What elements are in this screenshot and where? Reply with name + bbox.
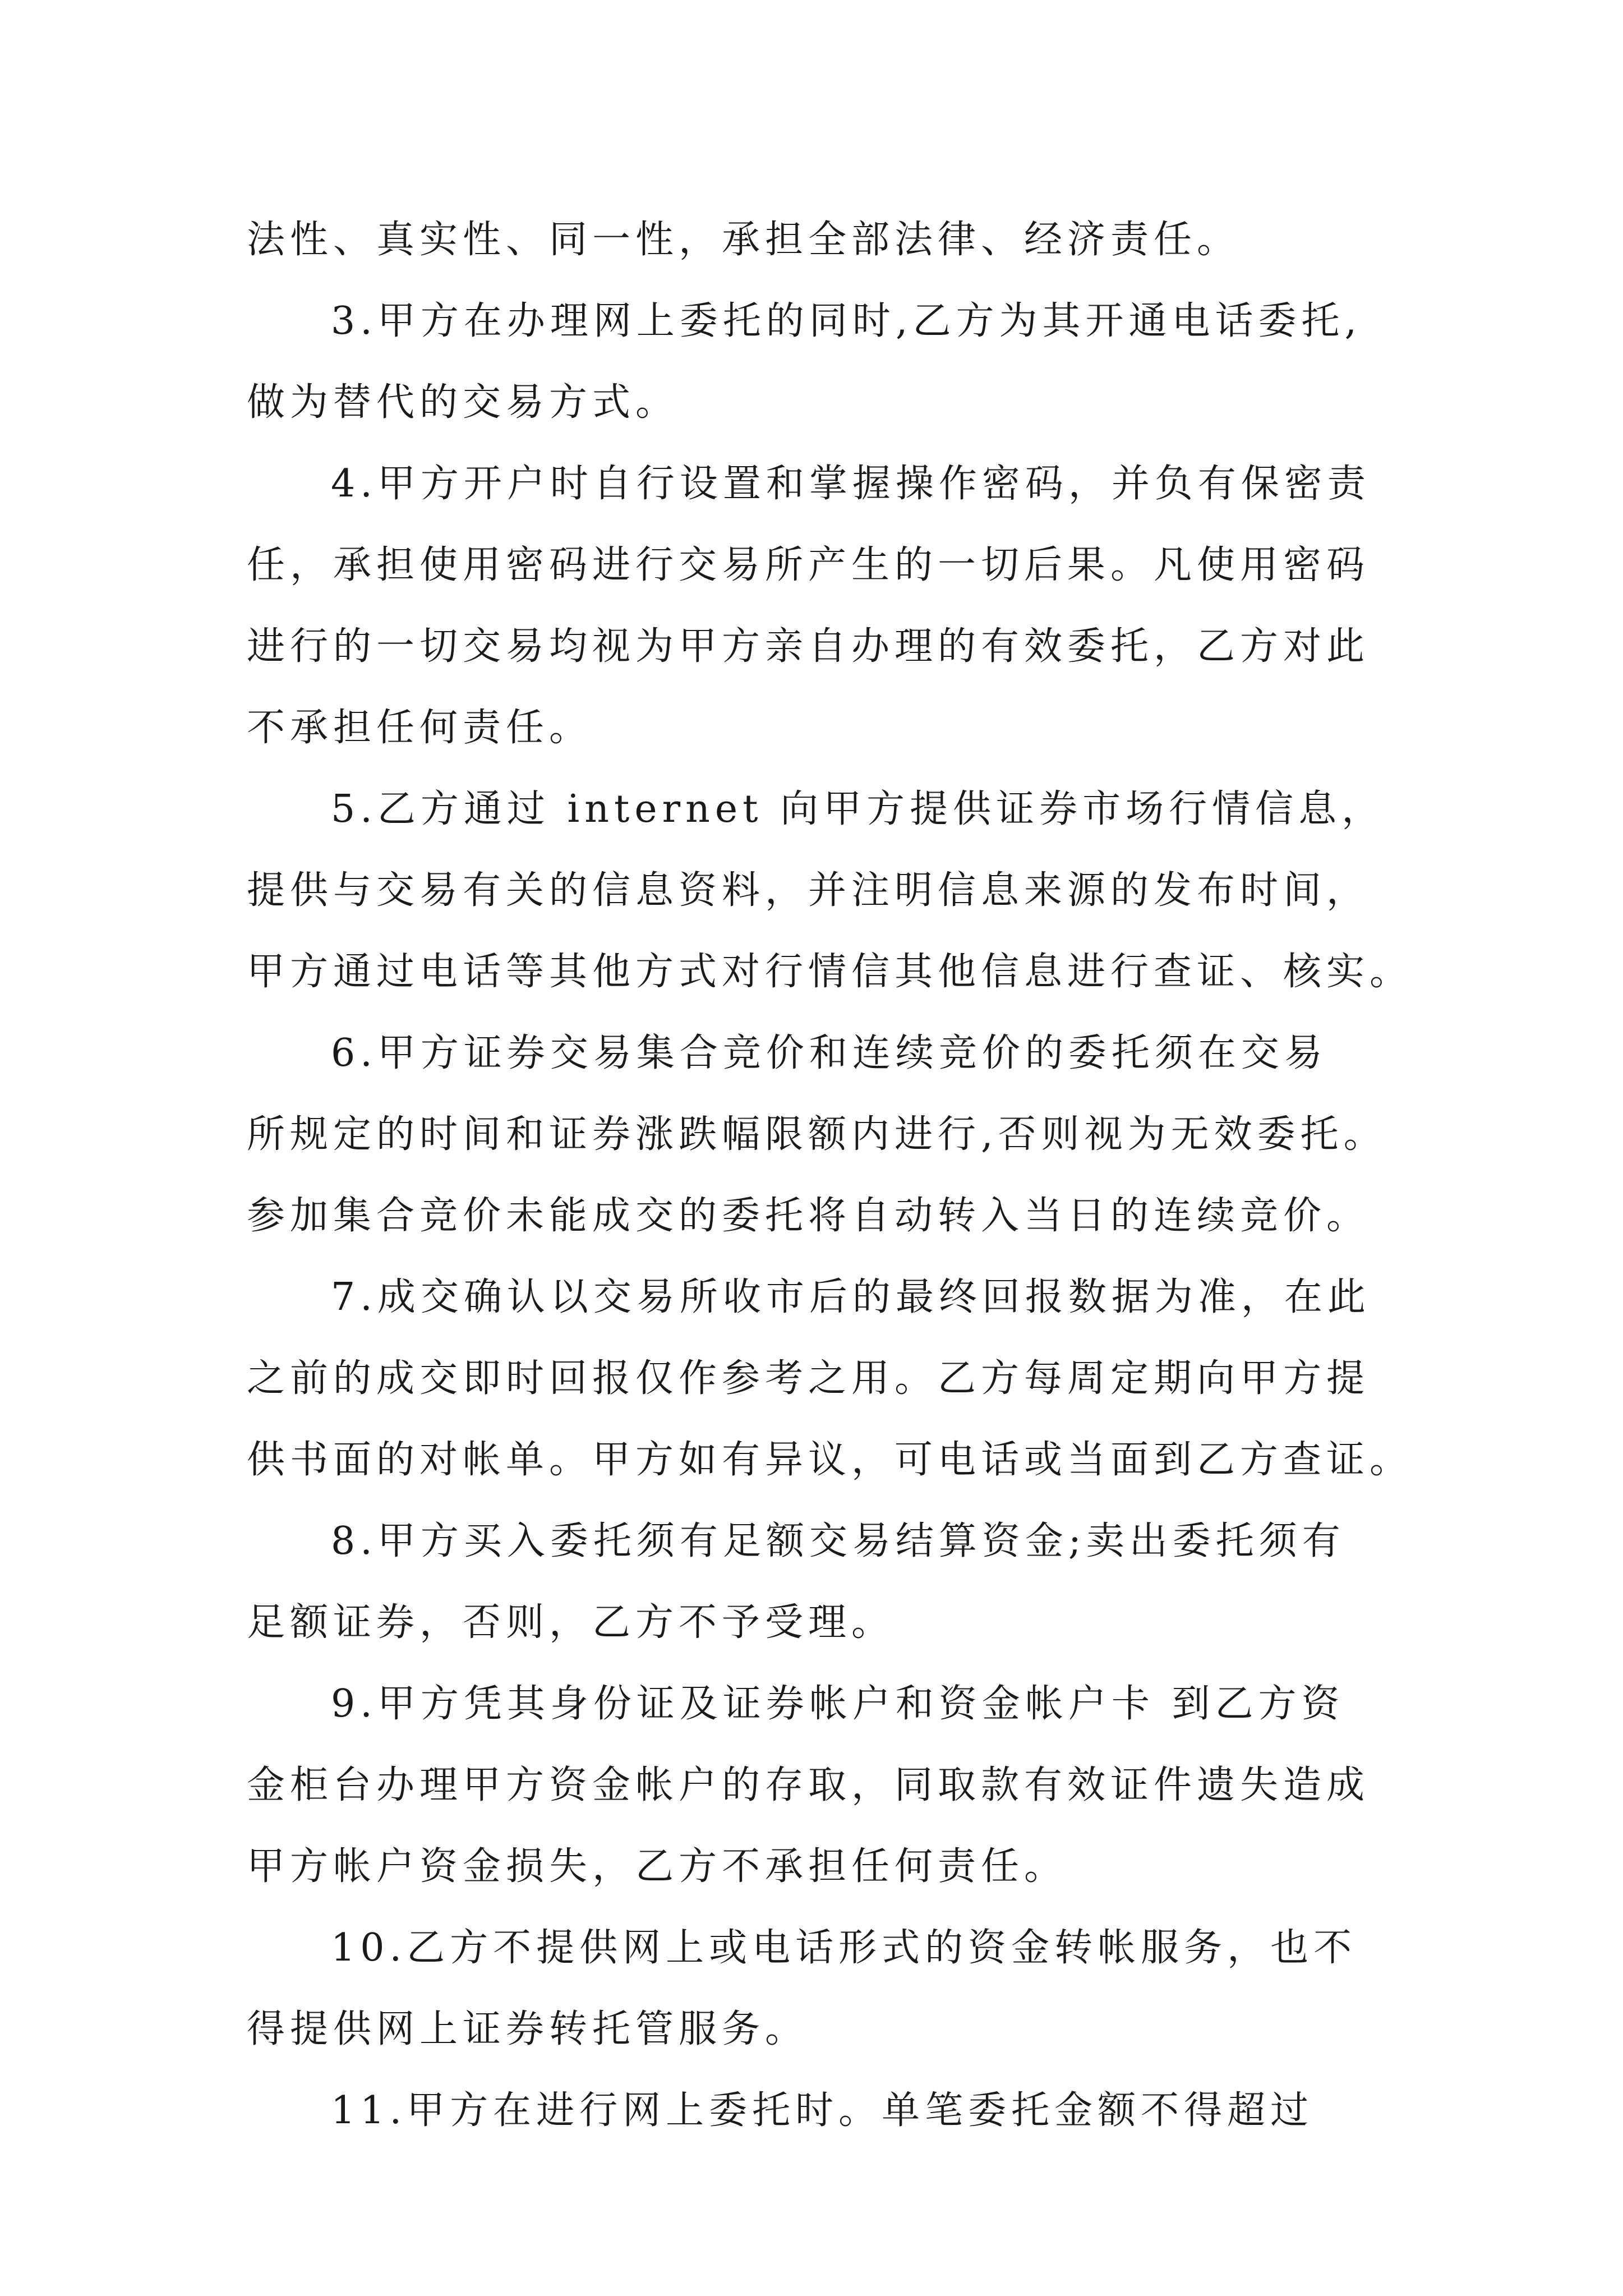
text-line: 法性、真实性、同一性，承担全部法律、经济责任。 — [247, 218, 1241, 262]
text-line: 6.甲方证券交易集合竞价和连续竞价的委托须在交易 — [331, 1031, 1327, 1075]
text-line: 3.甲方在办理网上委托的同时,乙方为其开通电话委托, — [331, 299, 1362, 343]
text-line: 进行的一切交易均视为甲方亲自办理的有效委托，乙方对此 — [247, 624, 1370, 669]
document-body — [247, 199, 1413, 2151]
text-line: 10.乙方不提供网上或电话形式的资金转帐服务，也不 — [331, 1926, 1357, 1970]
text-line: 11.甲方在进行网上委托时。单笔委托金额不得超过 — [331, 2088, 1314, 2133]
text-line: 甲方帐户资金损失，乙方不承担任何责任。 — [247, 1844, 1068, 1889]
text-line: 足额证券，否则，乙方不予受理。 — [247, 1600, 895, 1645]
text-line: 提供与交易有关的信息资料，并注明信息来源的发布时间， — [247, 868, 1370, 913]
text-line: 7.成交确认以交易所收市后的最终回报数据为准，在此 — [331, 1275, 1371, 1319]
text-line: 金柜台办理甲方资金帐户的存取，同取款有效证件遗失造成 — [247, 1763, 1370, 1807]
text-line: 任，承担使用密码进行交易所产生的一切后果。凡使用密码 — [247, 543, 1370, 587]
text-line: 9.甲方凭其身份证及证券帐户和资金帐户卡 到乙方资 — [331, 1682, 1345, 1726]
text-line: 参加集合竞价未能成交的委托将自动转入当日的连续竞价。 — [247, 1194, 1370, 1238]
text-line: 4.甲方开户时自行设置和掌握操作密码，并负有保密责 — [331, 462, 1371, 506]
text-line: 不承担任何责任。 — [247, 706, 593, 750]
text-line: 5.乙方通过 internet 向甲方提供证券市场行情信息， — [331, 787, 1385, 831]
text-line: 得提供网上证券转托管服务。 — [247, 2007, 809, 2051]
text-line: 做为替代的交易方式。 — [247, 380, 679, 425]
text-line: 甲方通过电话等其他方式对行情信其他信息进行查证、核实。 — [247, 950, 1413, 994]
text-line: 8.甲方买入委托须有足额交易结算资金;卖出委托须有 — [331, 1519, 1345, 1563]
text-line: 供书面的对帐单。甲方如有异议，可电话或当面到乙方查证。 — [247, 1438, 1413, 1482]
text-line: 之前的成交即时回报仅作参考之用。乙方每周定期向甲方提 — [247, 1356, 1370, 1401]
text-line: 所规定的时间和证券涨跌幅限额内进行,否则视为无效委托。 — [247, 1112, 1387, 1157]
